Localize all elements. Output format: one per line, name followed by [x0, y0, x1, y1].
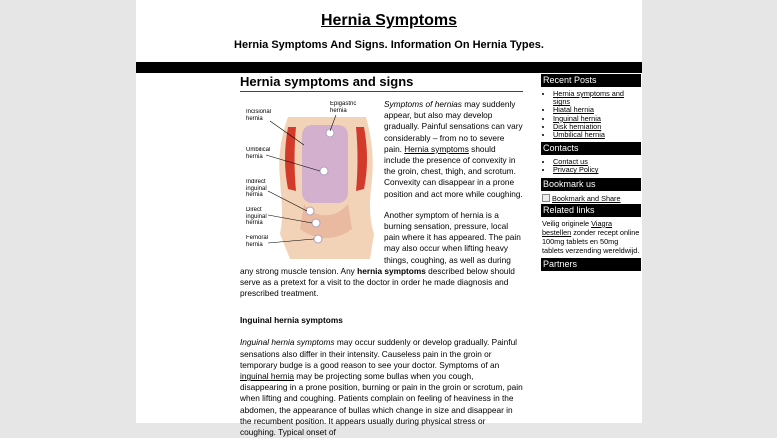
list-item	[553, 166, 641, 174]
related-links-heading: Related links	[541, 204, 641, 217]
inguinal-text-2: may be projecting some bullas when you cough, disappearing in a prone position, burning or pain in the groin or scrotum, pain when lifting and coughing. Patients complain on feeling of heaviness in the abdomen, the appearance of bullas which change in size and disappear in the recumbent position. It appears usually during physical stress or coughing. Typical onset of	[240, 371, 523, 438]
hernia-types-diagram	[244, 99, 378, 259]
bookmark-alt-text: Bookmark and Share	[552, 193, 621, 203]
label-direct-inguinal-hernia: Direct inguinal hernia	[246, 207, 267, 226]
recent-posts-list	[541, 90, 641, 139]
page-container	[136, 0, 642, 438]
subheading-inguinal: Inguinal hernia symptoms	[240, 315, 343, 326]
contact-us-link[interactable]: Contact us	[553, 157, 588, 167]
recent-post-link[interactable]: Umbilical hernia	[553, 130, 605, 140]
navigation-bar	[136, 62, 642, 73]
related-link[interactable]: Viagra bestellen	[542, 218, 613, 237]
broken-image-icon	[542, 194, 550, 202]
privacy-policy-link[interactable]: Privacy Policy	[553, 165, 599, 175]
sidebar	[541, 74, 641, 271]
label-umbilical-hernia: Umbilical hernia	[246, 147, 271, 160]
symptoms-bold: hernia symptoms	[357, 265, 426, 276]
intro-text-1: may suddenly appear, but also may develop gradually. Painful sensations can vary considerably – from no to severe pain.	[384, 99, 523, 154]
main-content	[240, 74, 523, 438]
symptoms-text-2: described below should serve as a pretext for a visit to the doctor in order he made diagnosis and prescribed treatment.	[240, 265, 515, 299]
site-tagline: Hernia Symptoms And Signs. Information On Hernia Types.	[234, 39, 544, 51]
related-text-1: Veilig originele	[542, 218, 592, 228]
label-femoral-hernia: Femoral hernia	[246, 235, 269, 248]
recent-posts-heading: Recent Posts	[541, 74, 641, 87]
related-text-2: zonder recept online 100mg tablets en 50mg tablets verzending wereldwijd.	[542, 227, 640, 255]
label-indirect-inguinal-hernia: Indirect inguinal hernia	[246, 179, 267, 198]
symptoms-text-1: Another symptom of hernia is a burning sensation, pressure, local pain where it has appeared. The pain may also occur when lifting heavy things, coughing, as well as during any strong muscle tension. Any	[240, 209, 521, 276]
inguinal-emphasis: Inguinal hernia symptoms	[240, 337, 335, 348]
hernia-diagram-image	[244, 99, 378, 259]
bookmark-heading: Bookmark us	[541, 178, 641, 191]
recent-post-link[interactable]: Hiatal hernia	[553, 105, 594, 115]
inguinal-hernia-link[interactable]: inguinal hernia	[240, 371, 294, 382]
contacts-list	[541, 158, 641, 174]
intro-emphasis: Symptoms of hernias	[384, 99, 462, 109]
related-links-text	[542, 219, 641, 255]
site-title-link[interactable]: Hernia Symptoms	[320, 12, 458, 29]
hernia-symptoms-link[interactable]: Hernia symptoms	[404, 143, 469, 154]
label-epigastric-hernia: Epigastric hernia	[330, 101, 357, 114]
recent-post-link[interactable]: Inguinal hernia	[553, 113, 601, 123]
bookmark-and-share-link[interactable]	[542, 194, 641, 203]
list-item	[553, 131, 641, 139]
label-incisional-hernia: Incisional hernia	[246, 109, 272, 122]
recent-post-link[interactable]: Disk herniation	[553, 121, 602, 131]
inguinal-text-1: may occur suddenly or develop gradually. Painful sensations also differ in their intensity. Causeless pain in the groin or temporary budge is a good reason to see your doctor. Symptoms of an	[240, 337, 518, 370]
recent-post-link[interactable]: Hernia symptoms and signs	[553, 89, 624, 107]
partners-heading: Partners	[541, 258, 641, 271]
intro-text-2: should include the presence of convexity in the groin, chest, thigh, and scrotum. Convexity can disappear in a prone position and act more while coughing.	[384, 143, 523, 199]
post-title: Hernia symptoms and signs	[240, 74, 523, 92]
contacts-heading: Contacts	[541, 142, 641, 155]
list-item	[553, 90, 641, 106]
